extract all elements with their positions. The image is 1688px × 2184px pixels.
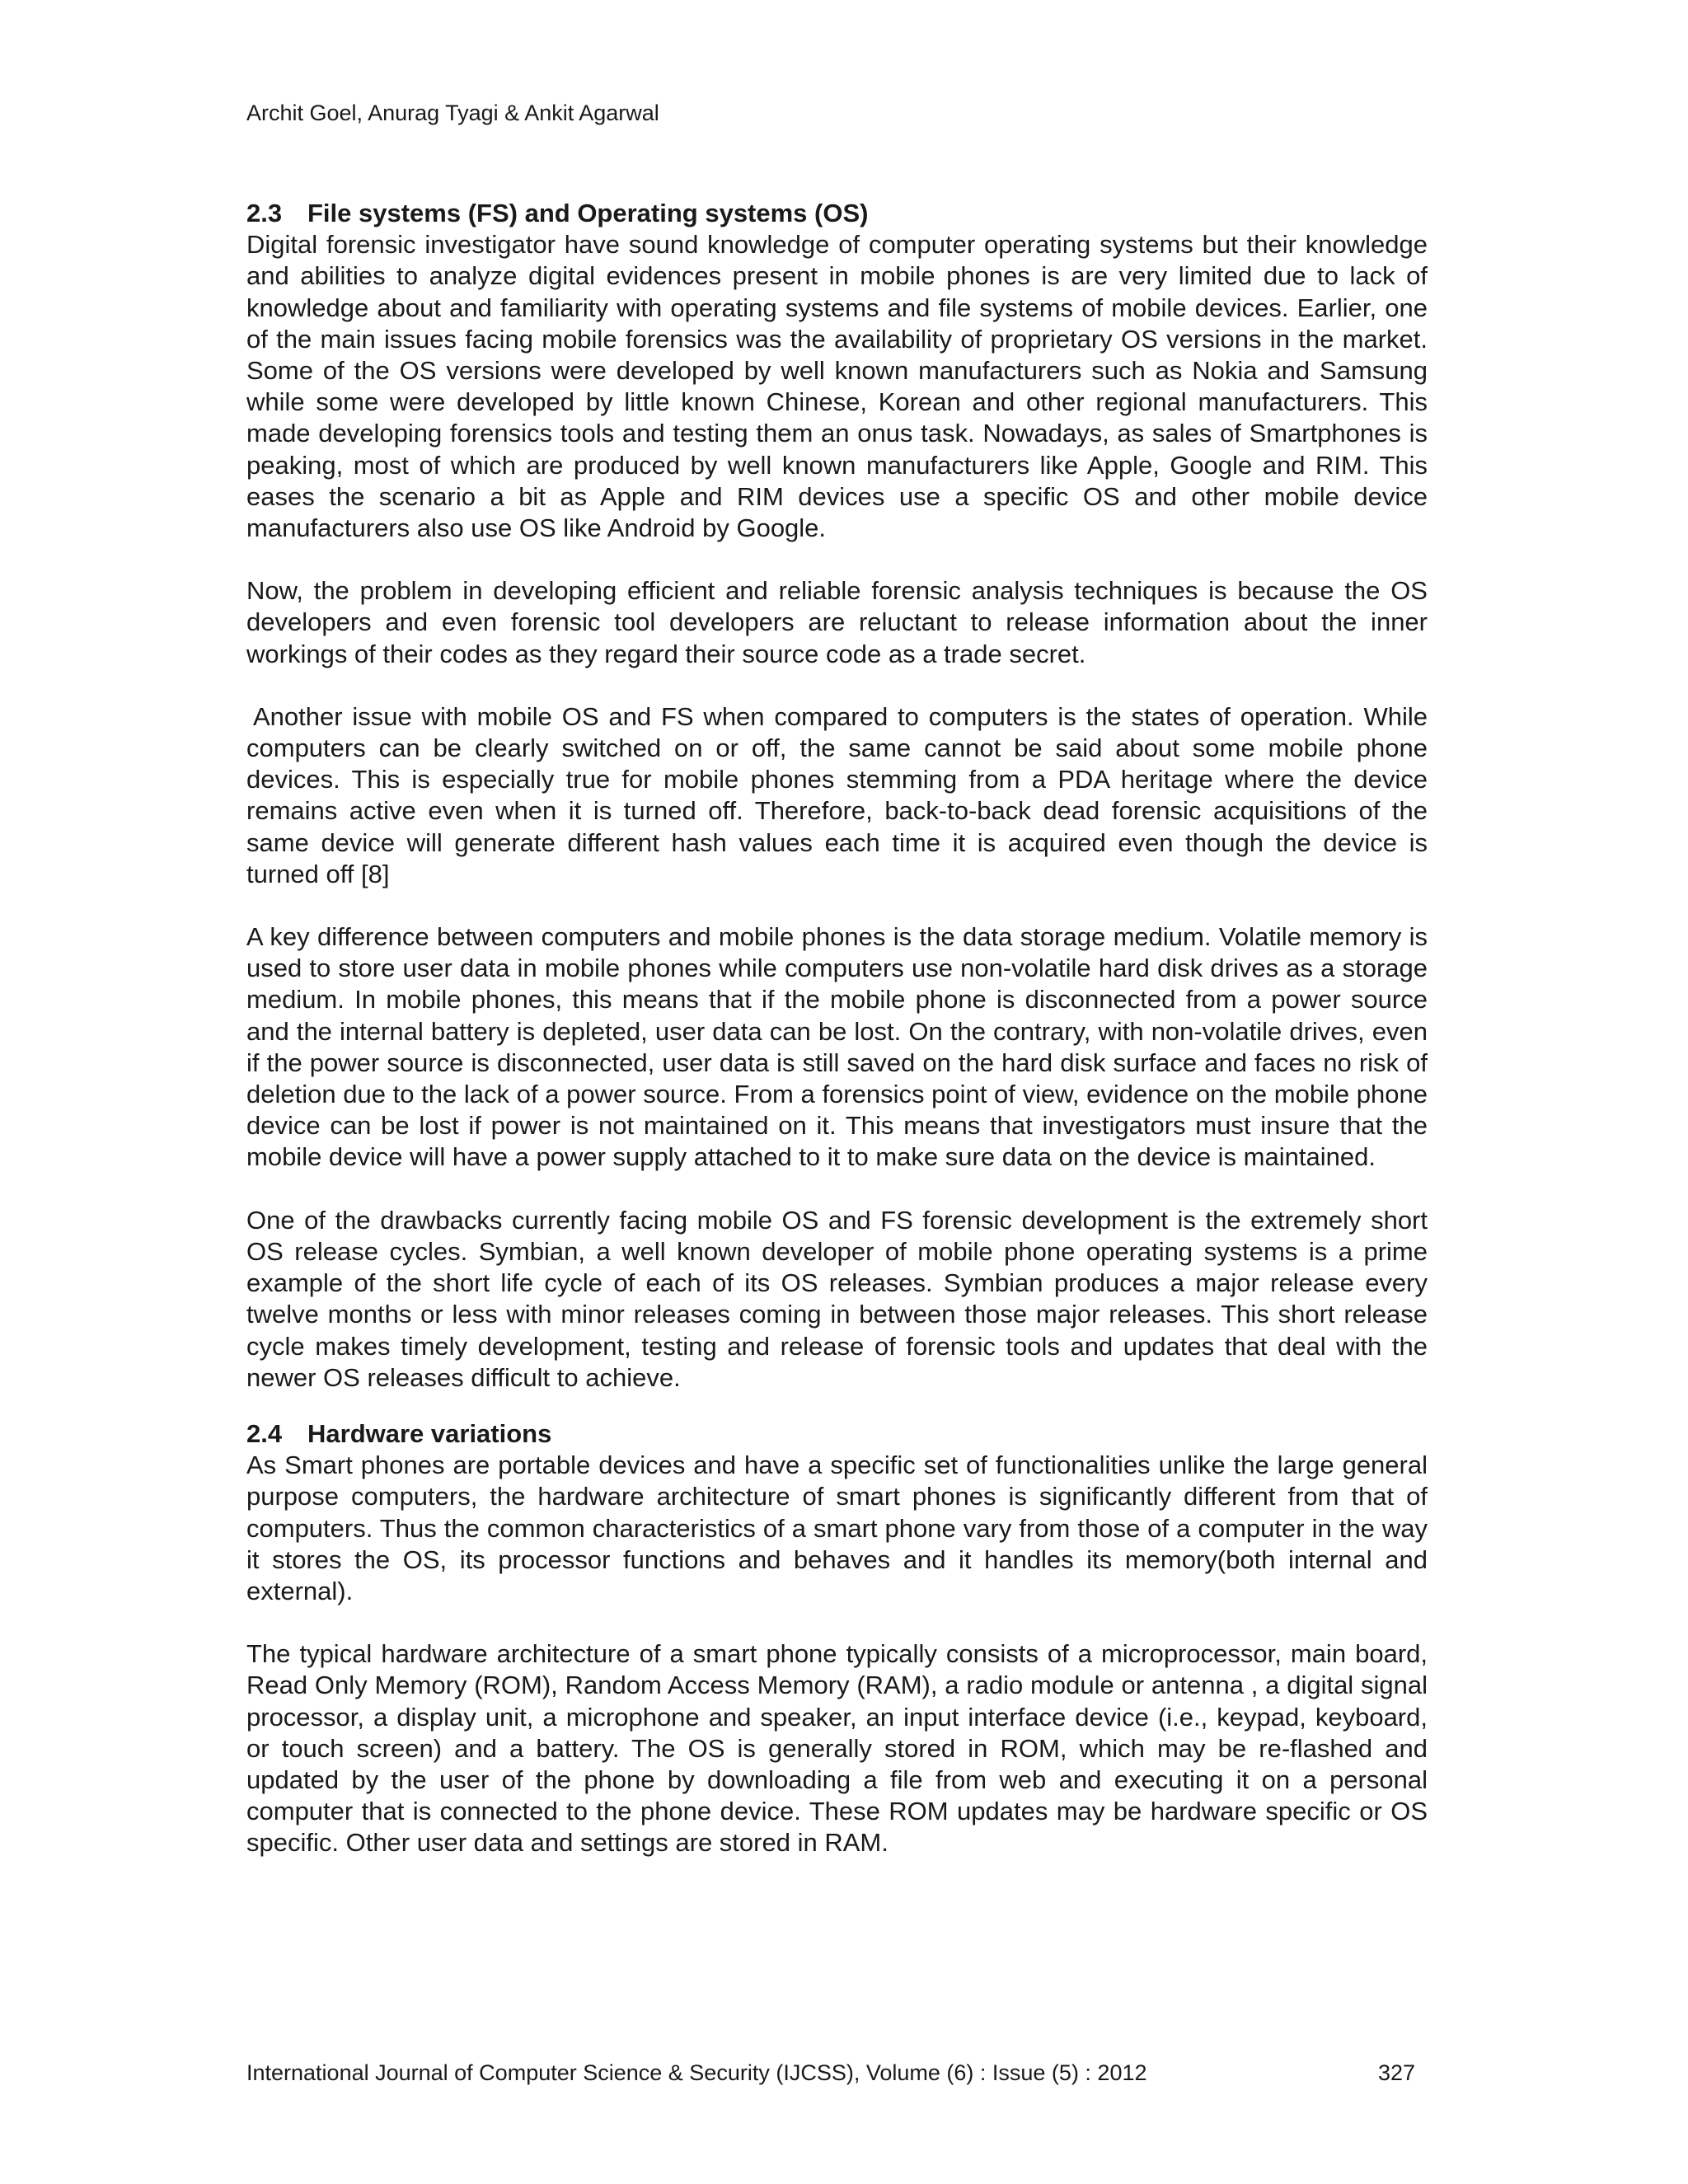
page-body <box>246 198 1428 1891</box>
section-title: Hardware variations <box>307 1418 552 1448</box>
section-number: 2.3 <box>246 199 283 227</box>
paragraph: Digital forensic investigator have sound knowledge of computer operating systems but their knowledge and abilities to analyze digital evidences present in mobile phones is are very limited due to lack of knowledge about and familiarity with operating systems and file systems of mobile devices. Earlier, one of the main issues facing mobile forensics was the availability of proprietary OS versions in the market. Some of the OS versions were developed by well known manufacturers such as Nokia and Samsung while some were developed by little known Chinese, Korean and other regional manufacturers. This made developing forensics tools and testing them an onus task. Nowadays, as sales of Smartphones is peaking, most of which are produced by well known manufacturers like Apple, Google and RIM. This eases the scenario a bit as Apple and RIM devices use a specific OS and other mobile device manufacturers also use OS like Android by Google. <box>246 230 1428 543</box>
paragraph: The typical hardware architecture of a smart phone typically consists of a microprocessor, main board, Read Only Memory (ROM), Random Access Memory (RAM), a radio module or antenna , a digital signal processor, a display unit, a microphone and speaker, an input interface device (i.e., keypad, keyboard, or touch screen) and a battery. The OS is generally stored in ROM, which may be re-flashed and updated by the user of the phone by downloading a file from web and executing it on a personal computer that is connected to the phone device. These ROM updates may be hardware specific or OS specific. Other user data and settings are stored in RAM. <box>246 1639 1428 1858</box>
paragraph: Now, the problem in developing efficient and reliable forensic analysis techniques is because the OS developers and even forensic tool developers are reluctant to release information about the inner workings of their codes as they regard their source code as a trade secret. <box>246 576 1428 668</box>
section-title: File systems (FS) and Operating systems (OS) <box>307 199 869 227</box>
section-heading-2-4 <box>246 1418 1428 1450</box>
running-header-authors: Archit Goel, Anurag Tyagi & Ankit Agarwal <box>246 101 659 125</box>
footer-journal-citation: International Journal of Computer Science & Security (IJCSS), Volume (6) : Issue (5) : 2012 <box>246 2060 1147 2085</box>
page-footer <box>246 2059 1428 2087</box>
paragraph: Another issue with mobile OS and FS when compared to computers is the states of operation. While computers can be clearly switched on or off, the same cannot be said about some mobile phone devices. This is especially true for mobile phones stemming from a PDA heritage where the device remains active even when it is turned off. Therefore, back-to-back dead forensic acquisitions of the same device will generate different hash values each time it is acquired even though the device is turned off [8] <box>246 701 1428 888</box>
section-heading-2-3 <box>246 198 1428 229</box>
paragraph: One of the drawbacks currently facing mobile OS and FS forensic development is the extremely short OS release cycles. Symbian, a well known developer of mobile phone operating systems is a prime example of the short life cycle of each of its OS releases. Symbian produces a major release every twelve months or less with minor releases coming in between those major releases. This short release cycle makes timely development, testing and release of forensic tools and updates that deal with the newer OS releases difficult to achieve. <box>246 1205 1428 1392</box>
paragraph: A key difference between computers and mobile phones is the data storage medium. Volatile memory is used to store user data in mobile phones while computers use non-volatile hard disk drives as a storage medium. In mobile phones, this means that if the mobile phone is disconnected from a power source and the internal battery is depleted, user data can be lost. On the contrary, with non-volatile drives, even if the power source is disconnected, user data is still saved on the hard disk surface and faces no risk of deletion due to the lack of a power source. From a forensics point of view, evidence on the mobile phone device can be lost if power is not maintained on it. This means that investigators must insure that the mobile device will have a power supply attached to it to make sure data on the device is maintained. <box>246 922 1428 1172</box>
paragraph: As Smart phones are portable devices and have a specific set of functionalities unlike the large general purpose computers, the hardware architecture of smart phones is significantly different from that of computers. Thus the common characteristics of a smart phone vary from those of a computer in the way it stores the OS, its processor functions and behaves and it handles its memory(both internal and external). <box>246 1451 1428 1605</box>
page-number: 327 <box>1378 2060 1416 2085</box>
section-number: 2.4 <box>246 1418 283 1448</box>
